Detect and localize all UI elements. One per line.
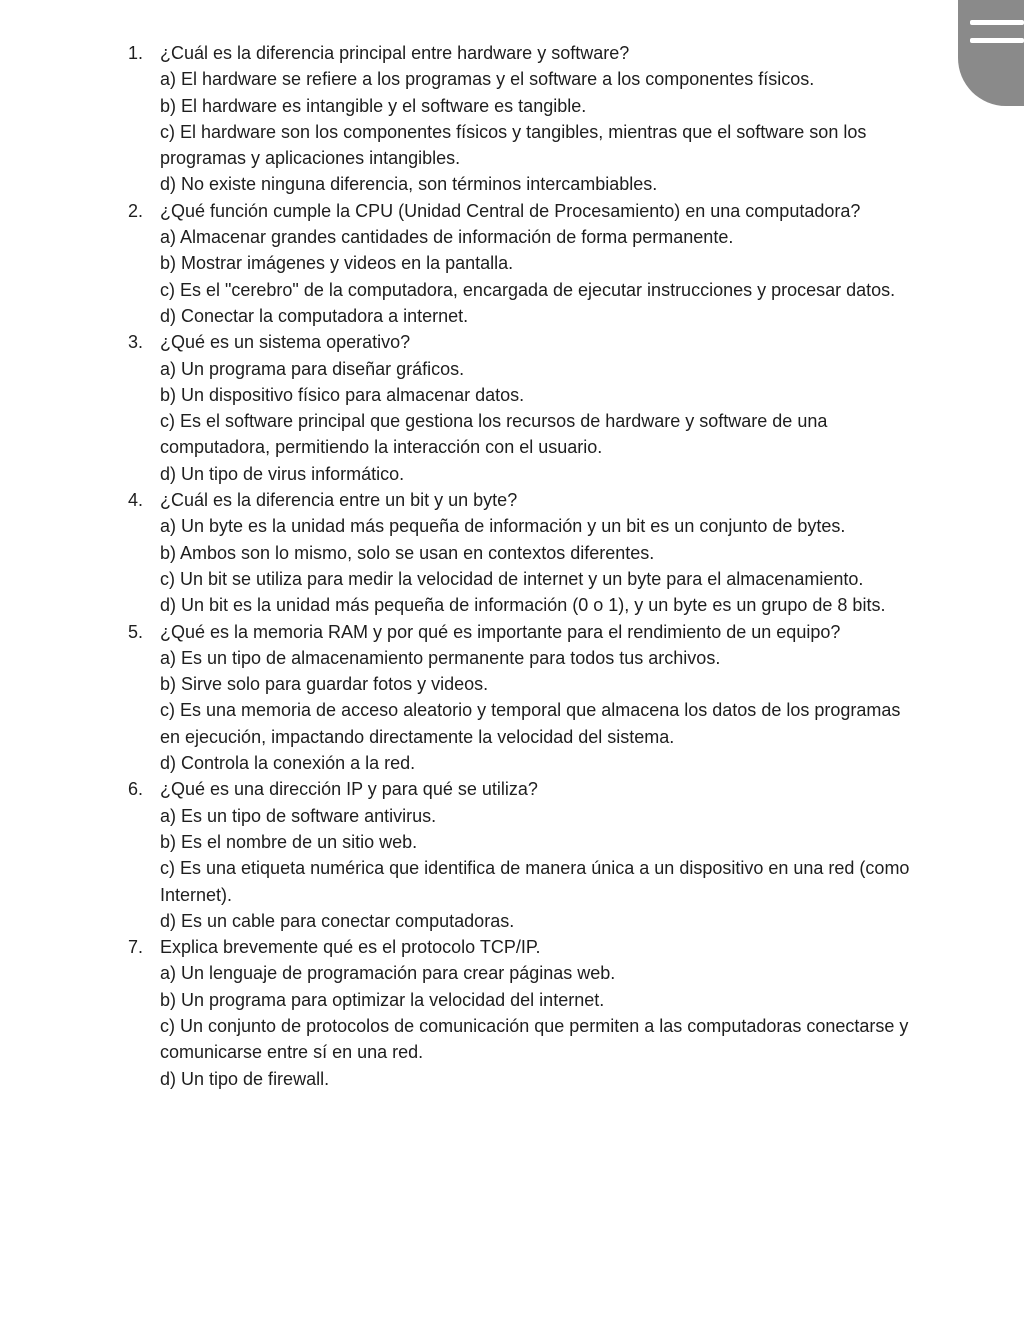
answer-option-c: c) El hardware son los componentes físicos y tangibles, mientras que el software son los programas y aplicaciones intangibles. <box>160 121 867 169</box>
question-4 <box>124 487 924 618</box>
answer-option-c: c) Un bit se utiliza para medir la velocidad de internet y un byte para el almacenamiento. <box>160 568 864 589</box>
hamburger-menu-icon <box>970 20 1024 25</box>
question-number: 6. <box>128 779 144 800</box>
answer-option-d: d) Es un cable para conectar computadoras. <box>160 910 515 931</box>
answer-option-b: b) El hardware es intangible y el software es tangible. <box>160 95 587 116</box>
question-number: 2. <box>128 200 144 221</box>
question-5 <box>124 619 924 777</box>
answer-option-b: b) Mostrar imágenes y videos en la pantalla. <box>160 253 514 274</box>
hamburger-menu-icon-line <box>970 38 1024 43</box>
answer-option-d: d) Un tipo de firewall. <box>160 1068 330 1089</box>
question-number: 1. <box>128 43 144 63</box>
question-text: ¿Qué es la memoria RAM y por qué es importante para el rendimiento de un equipo? <box>160 621 841 642</box>
question-7 <box>124 934 924 1092</box>
answer-option-a: a) El hardware se refiere a los programas y el software a los componentes físicos. <box>160 69 815 90</box>
answer-option-c: c) Es una memoria de acceso aleatorio y temporal que almacena los datos de los programas en ejecución, impactando directamente la velocidad del sistema. <box>160 700 901 747</box>
question-text: ¿Qué función cumple la CPU (Unidad Central de Procesamiento) en una computadora? <box>160 200 861 221</box>
question-3 <box>124 329 924 487</box>
question-2 <box>124 198 924 329</box>
answer-option-c: c) Un conjunto de protocolos de comunicación que permiten a las computadoras conectarse y comunicarse entre sí en una red. <box>160 1015 909 1063</box>
question-number: 3. <box>128 332 144 353</box>
answer-option-a: a) Un lenguaje de programación para crear páginas web. <box>160 963 616 984</box>
question-text: ¿Cuál es la diferencia entre un bit y un byte? <box>160 490 518 511</box>
question-1 <box>124 40 924 198</box>
answer-option-a: a) Es un tipo de software antivirus. <box>160 805 437 826</box>
answer-option-a: a) Almacenar grandes cantidades de información de forma permanente. <box>160 227 734 248</box>
question-number: 4. <box>128 490 144 511</box>
answer-option-b: b) Un programa para optimizar la velocidad del internet. <box>160 989 605 1010</box>
answer-option-c: c) Es el software principal que gestiona los recursos de hardware y software de una computadora, permitiendo la interacción con el usuario. <box>160 411 828 458</box>
quiz-question-list <box>124 40 924 1092</box>
answer-option-d: d) No existe ninguna diferencia, son términos intercambiables. <box>160 174 658 195</box>
question-number: 5. <box>128 621 144 642</box>
question-text: ¿Qué es un sistema operativo? <box>160 332 411 353</box>
question-number: 7. <box>128 937 144 958</box>
answer-option-d: d) Un bit es la unidad más pequeña de información (0 o 1), y un byte es un grupo de 8 bits. <box>160 595 886 616</box>
answer-option-d: d) Controla la conexión a la red. <box>160 753 416 774</box>
answer-option-a: a) Un byte es la unidad más pequeña de información y un bit es un conjunto de bytes. <box>160 516 846 537</box>
answer-option-b: b) Es el nombre de un sitio web. <box>160 831 418 852</box>
question-text: Explica brevemente qué es el protocolo TCP/IP. <box>160 937 541 958</box>
question-6 <box>124 776 924 934</box>
answer-option-a: a) Un programa para diseñar gráficos. <box>160 358 465 379</box>
answer-option-b: b) Ambos son lo mismo, solo se usan en contextos diferentes. <box>160 542 655 563</box>
answer-option-c: c) Es el "cerebro" de la computadora, encargada de ejecutar instrucciones y procesar datos. <box>160 279 896 300</box>
question-text: ¿Qué es una dirección IP y para qué se utiliza? <box>160 779 538 800</box>
question-text: ¿Cuál es la diferencia principal entre hardware y software? <box>160 43 630 63</box>
answer-option-d: d) Conectar la computadora a internet. <box>160 305 469 326</box>
answer-option-b: b) Un dispositivo físico para almacenar datos. <box>160 384 525 405</box>
answer-option-c: c) Es una etiqueta numérica que identifica de manera única a un dispositivo en una red (como Internet). <box>160 858 910 905</box>
menu-tab-button[interactable] <box>958 0 1024 106</box>
answer-option-b: b) Sirve solo para guardar fotos y videos. <box>160 674 489 695</box>
answer-option-a: a) Es un tipo de almacenamiento permanente para todos tus archivos. <box>160 647 721 668</box>
answer-option-d: d) Un tipo de virus informático. <box>160 463 405 484</box>
